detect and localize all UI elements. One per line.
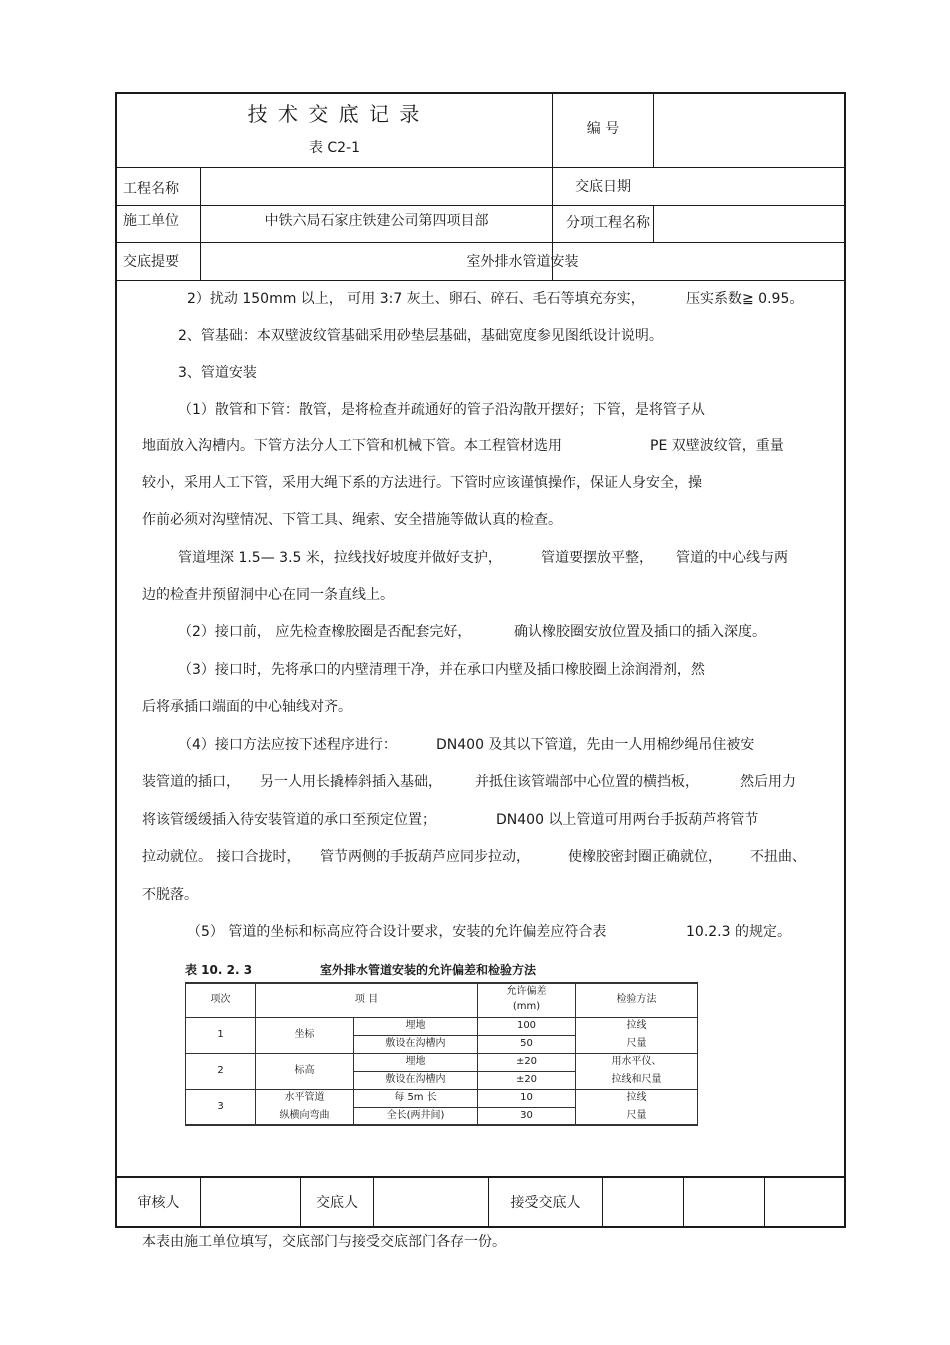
divider-h-header xyxy=(115,167,846,168)
receiver-label: 接受交底人 xyxy=(510,1195,581,1211)
divider-h-row1 xyxy=(115,205,846,206)
subitem-label: 分项工程名称 xyxy=(566,215,650,231)
body-line-4: （1）散管和下管：散管，是将检查并疏通好的管子沿沟散开摆好；下管，是将管子从 xyxy=(178,402,705,418)
inner-table-caption-no: 表 10. 2. 3 xyxy=(185,963,253,977)
body-line-17: 不脱落。 xyxy=(142,887,198,903)
body-line-16a: 拉动就位。 接口合拢时， xyxy=(142,849,301,865)
r2-method2: 拉线和尺量 xyxy=(611,1074,662,1085)
body-line-18a: （5） 管道的坐标和标高应符合设计要求，安装的允许偏差应符合表 xyxy=(187,924,607,940)
body-line-5a: 地面放入沟槽内。下管方法分人工下管和机械下管。本工程管材选用 xyxy=(142,438,562,454)
r3-sub2: 全长(两井间) xyxy=(386,1110,445,1121)
body-line-13b: DN400 及其以下管道，先由一人用棉纱绳吊住被安 xyxy=(436,737,755,753)
summary-value: 室外排水管道安装 xyxy=(466,254,579,270)
body-line-16b: 管节两侧的手扳葫芦应同步拉动， xyxy=(320,849,530,865)
body-line-6: 较小，采用人工下管，采用大绳下系的方法进行。下管时应该谨慎操作，保证人身安全，操 xyxy=(142,475,702,491)
frame-bottom xyxy=(115,1226,846,1228)
sig-divider-6 xyxy=(683,1176,684,1226)
r2-method1: 用水平仪、 xyxy=(611,1056,662,1067)
divider-v-number xyxy=(653,92,654,168)
body-line-14d: 然后用力 xyxy=(740,774,796,790)
body-line-15a: 将该管缓缓插入待安装管道的承口至预定位置； xyxy=(142,812,436,828)
body-line-1b: 压实系数≧ 0.95。 xyxy=(686,291,804,307)
r2-no: 2 xyxy=(217,1065,224,1076)
r2-val2: ±20 xyxy=(515,1074,538,1085)
body-line-8a: 管道埋深 1.5— 3.5 米，拉线找好坡度并做好支护， xyxy=(178,550,502,566)
frame-left xyxy=(115,92,117,1228)
r3-method2: 尺量 xyxy=(626,1110,647,1121)
r3-no: 3 xyxy=(217,1101,224,1112)
r1-method2: 尺量 xyxy=(626,1038,647,1049)
r3-method1: 拉线 xyxy=(626,1092,647,1103)
body-line-9: 边的检查井预留洞中心在同一条直线上。 xyxy=(142,587,394,603)
th-allow: 允许偏差 xyxy=(506,986,547,997)
discloser-label: 交底人 xyxy=(316,1195,358,1211)
th-no: 项次 xyxy=(210,994,231,1005)
body-line-14b: 另一人用长撬棒斜插入基础， xyxy=(260,774,442,790)
r2-item: 标高 xyxy=(294,1065,315,1076)
inner-table-caption-title: 室外排水管道安装的允许偏差和检验方法 xyxy=(320,963,537,977)
unit-value: 中铁六局石家庄铁建公司第四项目部 xyxy=(264,213,489,229)
body-line-16c: 使橡胶密封圈正确就位， xyxy=(568,849,722,865)
body-line-8c: 管道的中心线与两 xyxy=(676,550,788,566)
form-title: 技 术 交 底 记 录 xyxy=(247,102,422,126)
r3-item1: 水平管道 xyxy=(284,1092,325,1103)
number-label: 编 号 xyxy=(586,121,620,137)
sig-divider-3 xyxy=(373,1176,374,1226)
body-line-14a: 装管道的插口， xyxy=(142,774,240,790)
th-method: 检验方法 xyxy=(616,994,657,1005)
r3-sub1: 每 5m 长 xyxy=(394,1092,437,1103)
divider-h-signature xyxy=(115,1176,846,1178)
body-line-7: 作前必须对沟壁情况、下管工具、绳索、安全措施等做认真的检查。 xyxy=(142,512,562,528)
body-line-8b: 管道要摆放平整， xyxy=(541,550,653,566)
unit-label: 施工单位 xyxy=(123,213,179,229)
project-name-label: 工程名称 xyxy=(123,181,179,197)
r1-sub1: 埋地 xyxy=(405,1020,426,1031)
r2-val1: ±20 xyxy=(515,1056,538,1067)
form-number: 表 C2-1 xyxy=(308,140,361,156)
divider-v-subitem xyxy=(653,205,654,242)
summary-label: 交底提要 xyxy=(123,254,179,270)
date-label: 交底日期 xyxy=(575,179,631,195)
body-line-18b: 10.2.3 的规定。 xyxy=(686,924,791,940)
body-line-15b: DN400 以上管道可用两台手扳葫芦将管节 xyxy=(496,812,759,828)
r3-val1: 10 xyxy=(520,1092,533,1103)
th-allow-unit: (mm) xyxy=(512,1001,541,1012)
body-line-14c: 并抵住该管端部中心位置的横挡板， xyxy=(475,774,699,790)
body-line-12: 后将承插口端面的中心轴线对齐。 xyxy=(142,699,352,715)
divider-h-row2 xyxy=(115,242,846,243)
r1-item: 坐标 xyxy=(294,1029,315,1040)
divider-h-row3 xyxy=(115,280,846,281)
body-line-2: 2、管基础：本双壁波纹管基础采用砂垫层基础，基础宽度参见图纸设计说明。 xyxy=(178,328,663,344)
frame-right xyxy=(844,92,846,1228)
footer-note: 本表由施工单位填写，交底部门与接受交底部门各存一份。 xyxy=(142,1234,506,1250)
r1-method1: 拉线 xyxy=(626,1020,647,1031)
frame-top xyxy=(115,92,846,94)
th-item: 项 目 xyxy=(354,994,379,1005)
r3-item2: 纵横向弯曲 xyxy=(279,1110,330,1121)
r2-sub2: 敷设在沟槽内 xyxy=(385,1074,446,1085)
reviewer-label: 审核人 xyxy=(137,1195,180,1211)
body-line-10a: （2）接口前， 应先检查橡胶圈是否配套完好， xyxy=(178,624,472,640)
body-line-10b: 确认橡胶圈安放位置及插口的插入深度。 xyxy=(514,624,766,640)
body-line-5b: PE 双壁波纹管，重量 xyxy=(650,438,784,454)
r3-val2: 30 xyxy=(520,1110,533,1121)
r1-val1: 100 xyxy=(516,1020,537,1031)
body-line-3: 3、管道安装 xyxy=(178,365,257,381)
body-line-16d: 不扭曲、 xyxy=(750,849,806,865)
sig-divider-7 xyxy=(764,1176,765,1226)
body-line-13a: （4）接口方法应按下述程序进行： xyxy=(178,737,397,753)
r1-sub2: 敷设在沟槽内 xyxy=(385,1038,446,1049)
r1-no: 1 xyxy=(217,1029,224,1040)
body-line-1a: 2）扰动 150mm 以上， 可用 3:7 灰土、卵石、碎石、毛石等填充夯实， xyxy=(187,291,645,307)
sig-divider-1 xyxy=(200,1176,201,1226)
sig-divider-5 xyxy=(602,1176,603,1226)
body-line-11: （3）接口时，先将承口的内壁清理干净，并在承口内壁及插口橡胶圈上涂润滑剂，然 xyxy=(178,662,705,678)
r2-sub1: 埋地 xyxy=(405,1056,426,1067)
r1-val2: 50 xyxy=(520,1038,533,1049)
